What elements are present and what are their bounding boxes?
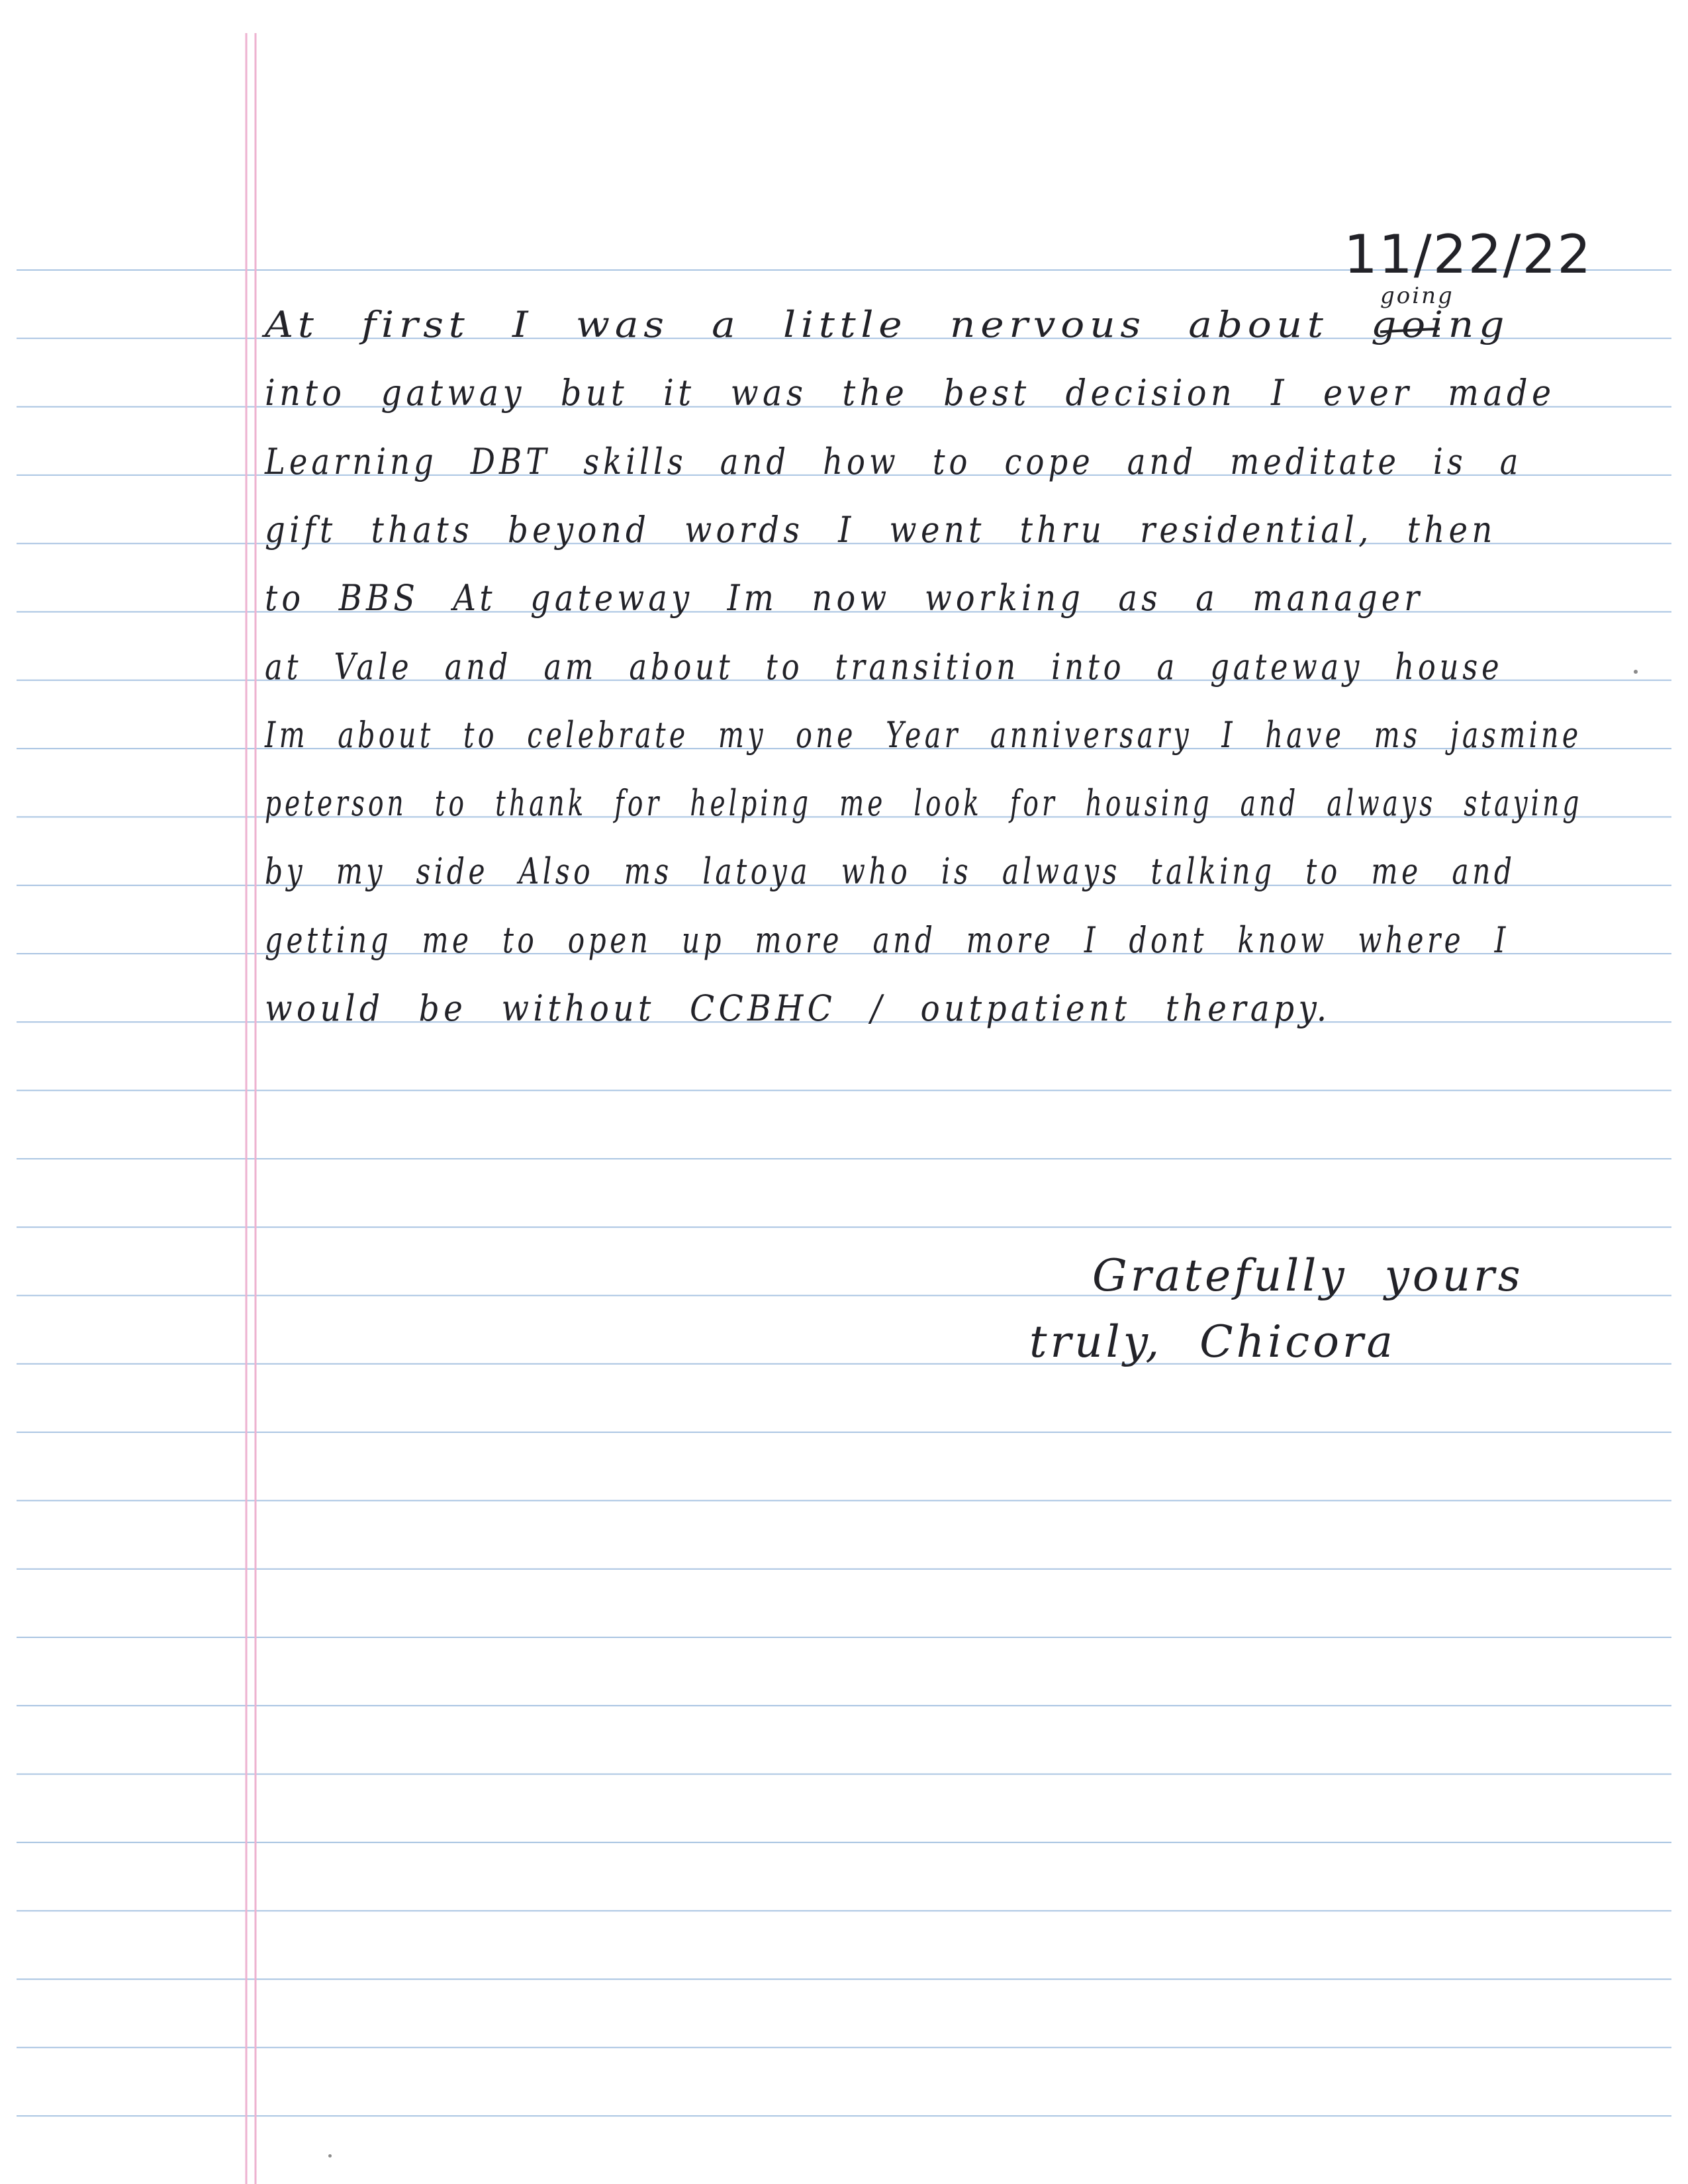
letter-line: peterson to thank for helping me look for housing and always staying bbox=[265, 782, 1583, 825]
paper-speck bbox=[328, 2154, 332, 2158]
letter-closing: Gratefully yours bbox=[1092, 1250, 1524, 1301]
letter-line: by my side Also ms latoya who is always talking to me and bbox=[265, 850, 1516, 893]
letter-line: to BBS At gateway Im now working as a manager bbox=[265, 577, 1424, 619]
letter-line: into gatway but it was the best decision I ever made bbox=[265, 372, 1556, 414]
letter-line: would be without CCBHC / outpatient therapy. bbox=[265, 987, 1331, 1029]
inserted-correction: going bbox=[1380, 283, 1454, 309]
letter-date: 11/22/22 bbox=[1344, 224, 1593, 285]
letter-line: at Vale and am about to transition into a gateway house bbox=[265, 645, 1503, 688]
letter-line: At first I was a little nervous about going bbox=[265, 304, 1510, 345]
letter-signature: truly, Chicora bbox=[1029, 1316, 1396, 1367]
paper-speck bbox=[1634, 670, 1638, 674]
letter-line: Learning DBT skills and how to cope and meditate is a bbox=[265, 440, 1523, 482]
letter-line: Im about to celebrate my one Year anniversary I have ms jasmine bbox=[265, 713, 1582, 756]
letter-line: getting me to open up more and more I dont know where I bbox=[265, 919, 1509, 961]
letter-line: gift thats beyond words I went thru residential, then bbox=[265, 508, 1497, 551]
